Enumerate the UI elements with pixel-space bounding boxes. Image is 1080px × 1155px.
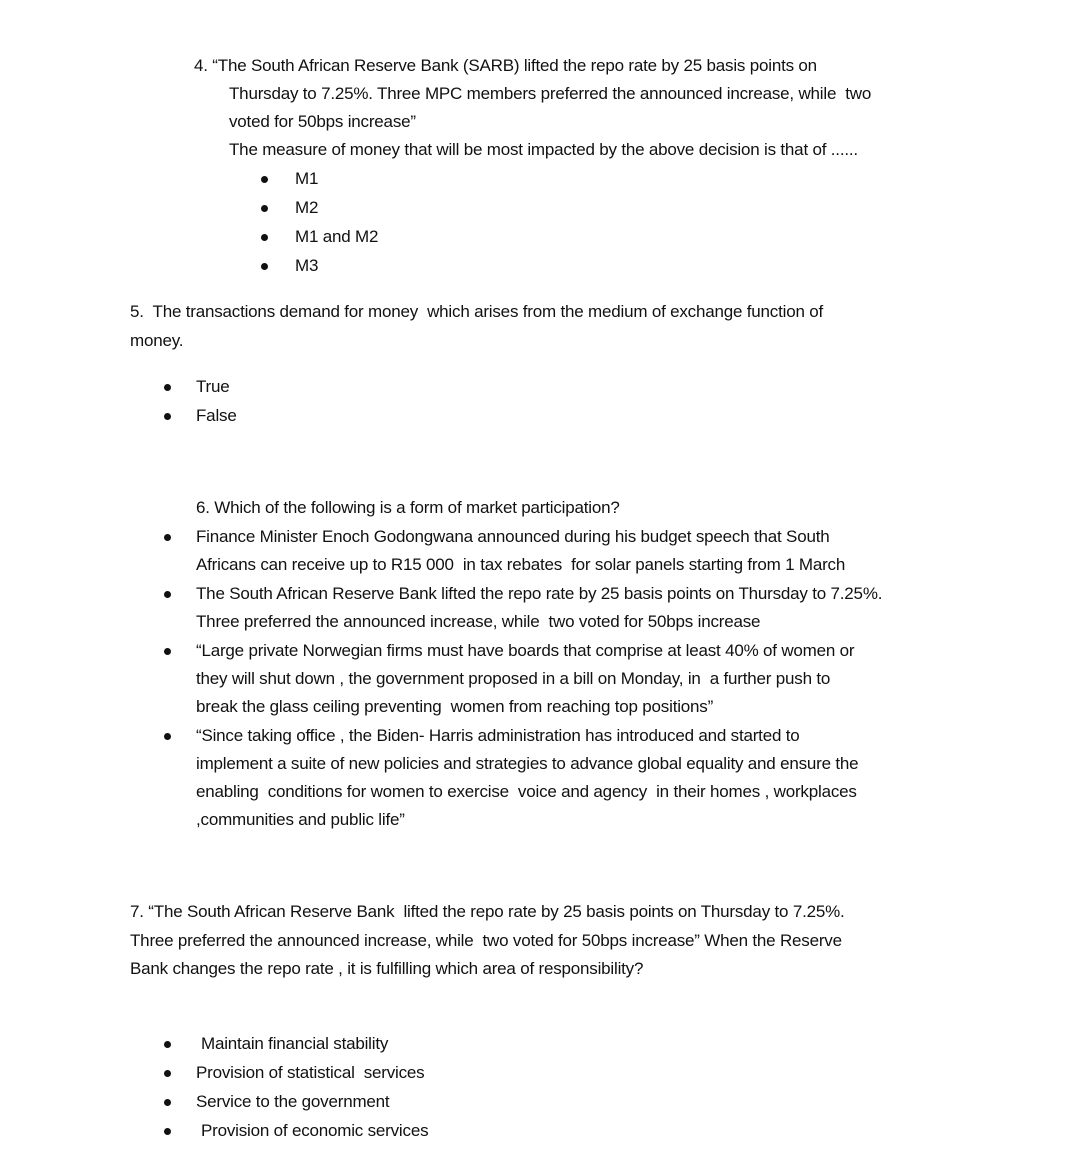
option-label: M1 and M2 (295, 227, 379, 246)
bullet-icon (164, 1128, 171, 1135)
bullet-icon (261, 234, 268, 241)
question-6-text: 6. Which of the following is a form of market participation? (196, 498, 620, 517)
option-label: M3 (295, 256, 319, 275)
option-text: Africans can receive up to R15 000 in tax rebates for solar panels starting from 1 March (196, 555, 846, 574)
bullet-icon (164, 1099, 171, 1106)
bullet-icon (261, 263, 268, 270)
option-label: M1 (295, 169, 319, 188)
question-7-text: Three preferred the announced increase, while two voted for 50bps increase” When the Reserve (130, 931, 842, 950)
bullet-icon (164, 648, 171, 655)
option-text: Three preferred the announced increase, while two voted for 50bps increase (196, 612, 761, 631)
question-4-text: voted for 50bps increase” (229, 112, 416, 131)
option-text: break the glass ceiling preventing women from reaching top positions” (196, 697, 714, 716)
option-text: “Since taking office , the Biden- Harris administration has introduced and started to (196, 726, 800, 745)
option-text: ,communities and public life” (196, 810, 405, 829)
question-5-text: 5. The transactions demand for money which arises from the medium of exchange function of (130, 302, 824, 321)
option-label: Service to the government (196, 1092, 390, 1111)
bullet-icon (164, 534, 171, 541)
option-label: Maintain financial stability (201, 1034, 389, 1053)
option-text: Finance Minister Enoch Godongwana announced during his budget speech that South (196, 527, 830, 546)
option-text: enabling conditions for women to exercise voice and agency in their homes , workplaces (196, 782, 857, 801)
option-text: implement a suite of new policies and strategies to advance global equality and ensure the (196, 754, 859, 773)
option-text: The South African Reserve Bank lifted the repo rate by 25 basis points on Thursday to 7.25%. (196, 584, 883, 603)
bullet-icon (164, 733, 171, 740)
bullet-icon (261, 205, 268, 212)
option-label: Provision of economic services (201, 1121, 429, 1140)
question-4-prompt: The measure of money that will be most impacted by the above decision is that of ...... (229, 140, 858, 159)
bullet-icon (164, 384, 171, 391)
bullet-icon (164, 1070, 171, 1077)
question-7-text: Bank changes the repo rate , it is fulfilling which area of responsibility? (130, 959, 644, 978)
question-5-text: money. (130, 331, 184, 350)
bullet-icon (261, 176, 268, 183)
option-label: False (196, 406, 237, 425)
bullet-icon (164, 591, 171, 598)
option-text: “Large private Norwegian firms must have boards that comprise at least 40% of women or (196, 641, 855, 660)
bullet-icon (164, 1041, 171, 1048)
bullet-icon (164, 413, 171, 420)
option-text: they will shut down , the government proposed in a bill on Monday, in a further push to (196, 669, 831, 688)
question-4-text: Thursday to 7.25%. Three MPC members preferred the announced increase, while two (229, 84, 872, 103)
option-label: Provision of statistical services (196, 1063, 425, 1082)
option-label: True (196, 377, 230, 396)
question-7-text: 7. “The South African Reserve Bank lifted the repo rate by 25 basis points on Thursday to 7.25%. (130, 902, 845, 921)
option-label: M2 (295, 198, 319, 217)
question-4-text: 4. “The South African Reserve Bank (SARB) lifted the repo rate by 25 basis points on (194, 56, 817, 75)
